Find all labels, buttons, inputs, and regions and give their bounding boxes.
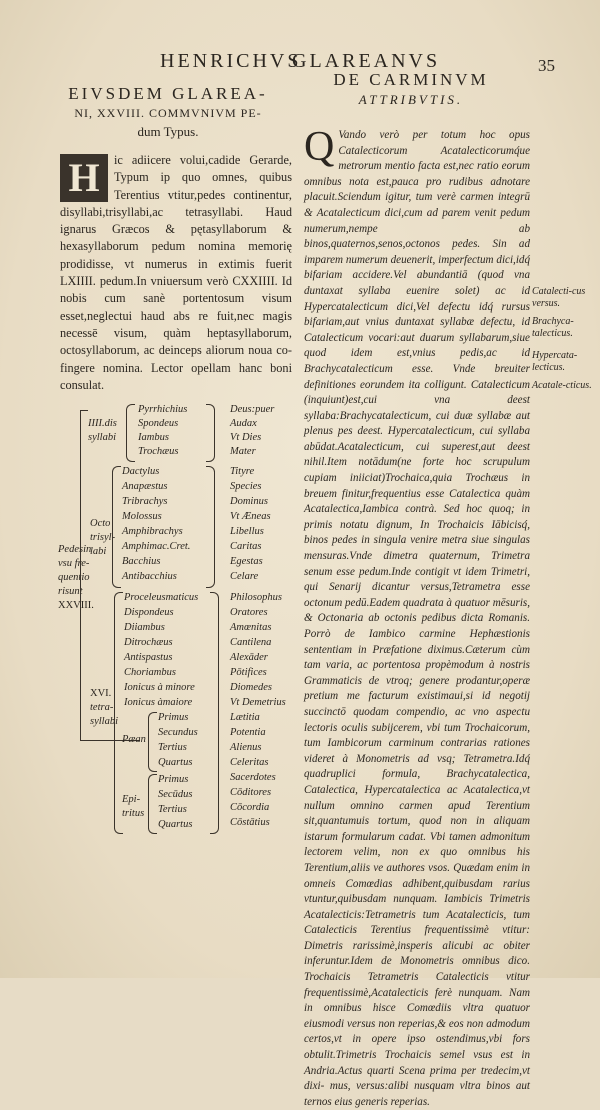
outer-brace-top <box>80 410 88 411</box>
example-word: Tityre <box>230 466 255 477</box>
example-word: Deus:puer <box>230 404 275 415</box>
paean-item: Primus <box>158 712 189 723</box>
group-xvi-label-a: XVI. <box>90 688 112 699</box>
left-paragraph-text: ic adiicere volui,cadide Gerarde, Typum ip quo omnes, quibus Terentius vtitur,pedes continentur, disyllabi,trisyllabi,ac tetrasyllabi. Haud ignarus Græcos & pętasyllaborum & hexasyllaborum pedum nomina memorię prodidisse, vt numerus in extimis fuerit LXIIII. pedum.In vniuersum verò CXXIIII. Id nobis cum sanè portentosum visum esset,neglectui haud abs re fuit,nec magis necessē visum, quàm heptasyllaborum, octosyllaborum, ac deinceps aliorum noua co- fingere nomina. Lector opellam hanc boni consulat. <box>60 153 292 392</box>
example-word: Libellus <box>230 526 264 537</box>
foot-item: Ditrochæus <box>124 637 173 648</box>
foot-item: Diiambus <box>124 622 165 633</box>
margin-note: Acatale-cticus. <box>532 380 592 391</box>
foot-item: Bacchius <box>122 556 161 567</box>
decorated-initial: H <box>60 154 108 202</box>
left-title-line3: dum Typus. <box>137 124 199 139</box>
group-octo-label-b: trisyl- <box>90 532 116 543</box>
outer-brace-line <box>80 410 81 740</box>
epitritus-item: Tertius <box>158 804 187 815</box>
foot-item: Antispastus <box>124 652 173 663</box>
group-octo-label-a: Octo <box>90 518 111 529</box>
example-word: Celare <box>230 571 259 582</box>
example-word: Potentia <box>230 727 266 738</box>
example-word: Vt Demetrius <box>230 697 286 708</box>
right-title-line1: DE CARMINVM <box>333 70 489 89</box>
example-word: Egestas <box>230 556 263 567</box>
foot-item: Tribrachys <box>122 496 168 507</box>
left-paragraph <box>60 152 292 394</box>
paean-item: Tertius <box>158 742 187 753</box>
epitritus-item: Quartus <box>158 819 193 830</box>
foot-item: Molossus <box>122 511 162 522</box>
example-word: Audax <box>230 418 257 429</box>
foot-item: Dactylus <box>122 466 160 477</box>
group-octo-label-c: labi <box>90 546 107 557</box>
brace-iiii <box>126 404 135 462</box>
epitritus-item: Secūdus <box>158 789 193 800</box>
example-word: Species <box>230 481 262 492</box>
epitritus-label-a: Epi- <box>122 794 141 805</box>
brace-xvi-right <box>210 592 219 834</box>
example-word: Dominus <box>230 496 268 507</box>
example-word: Vt Æneas <box>230 511 271 522</box>
page-number: 35 <box>538 56 555 75</box>
running-header-right: GLAREANVS <box>292 50 441 72</box>
example-word: Lætitia <box>230 712 260 723</box>
brace-octo-right <box>206 466 215 588</box>
foot-item: Dispondeus <box>124 607 174 618</box>
foot-item: Trochæus <box>138 446 179 457</box>
example-word: Vt Dies <box>230 432 262 443</box>
right-paragraph-text: Vando verò per totum hoc opus Catalecticorum Acatalecticorumq́ue metrorum mentio facta est,nec ratio eorum omnibus nota est,pauca pro rudibus adnotare placuit.Sciendum igitur, tum verè carmen integrū & Acatalecticum dici,cum ad parem venit pedum numerum,nempe ab binos,quaternos,senos,octonos pedes. Sin ad imparem numerum deuenerit, imperfectum dici,idq́ bifariam accidere.Vel abundantiā (quod vna duntaxat syllaba euenire solet) ac id Hypercatalecticum dici,Vel defectu idq́ rursus bifariam,aut vnius duntaxat syllabæ defectu, id Catalecticum vocari:aut duarum syllabarum,siue quod idem est,vnius pedis,ac id Brachycatalecticum esse. Vnde breuiter definitiones eorundem ita colligunt. Catalecticum (inquiunt)est,cui vna deest syllaba:Brachycatalecticum, cui duæ syllabæ aut plenus pes deest. Hypercatalecticum, cui syllaba abūdat.Acatalecticum, cui superest,aut deest nihil.Item notādum(ne forte hoc scrupulum cupiam iniiciat)Trochaica,quia Trochæus in breuem finitur,frequentius esse Catalectica quàm Acatalectica,Iambica contrà. Sed hoc quoq; in primis notatu dignum, In Trochaicis Iābicisq́, binos pedes in singula venire metra siue singulas mensuras.Vnde dimetra quaternum, Trimetra senum esse pedum.Inde contigit vt idem Trimetri, qui Senarij dicantur versus,Tetrametra esse octonum pedū.Eadem quadrata à quatuor mēsuris, & Octonaria ab octonis pedibus dicta Romanis. Porrò de Iambico carmine Hephæstionis sententiam in Præfatione diximus.Cæterum cùm tam varia, ac portentosa propèmodum à nostris Grammaticis de vtroq; genere prodantur,operæ pretium me facturum existimaui,si id negotij succinctō quodam compendio, ac vno aspectu lectoris oculis subijcerem, vbi tum Trochaicorum, tum Iambicorum carminum contrarias rationes videret à Monometris ad vsq; Tetrametra.Idq́ quadruplici formula, Brachycatalectica, Catalectica, Hypercatalectica ac Acatalectica,vt nullum omnino carmen apud Terentium sit,quantumuis tortum, quod non in aliquam istarum formularum cadat. Vbi tamen admonitum lectorem velim, non ex quo omnibus his Terentium,aliis ve authores vsos. Quædam enim in omneis Comœdias adhibent,quibusdam rarius vtuntur,quibusdam nunquam. Iambicis Trimetris Acatalecticis:Tetrametris tum Acatalecticis, tum Catalecticis Terentius frequentissimè vtitur: Dimetris rarissimè,insperis alicubi ac obiter inferuntur.Idem de Monometris omnibus dico. Trochaicis Tetrametris Catalecticis vtitur frequentissimè,Acatalecticis ferè nunquam. Nam in omnibus hisce Comœdiis vltra quatuor eiusmodi versus non reperias,& eos non admodum certos,vt in opere ipso ostendimus,vbi fors obtulit.Trimetris Trochaicis semel vsus est in Andria.Actus quarti Scena prima per tredecim,vt dixi- mus, versus:alibi nusquam vltra binos aut ternos eius generis reperias. <box>304 129 530 1108</box>
brace-octo <box>112 466 121 588</box>
right-paragraph <box>304 124 530 1110</box>
margin-note: Brachyca-talecticus. <box>532 316 574 339</box>
epitritus-label-b: tritus <box>122 808 145 819</box>
example-word: Cōditores <box>230 787 272 798</box>
side-label-line: Pedesin <box>58 544 92 555</box>
feet-table <box>58 404 292 844</box>
left-title-line1: EIVSDEM GLAREA- <box>68 84 268 103</box>
example-word: Celeritas <box>230 757 269 768</box>
foot-item: Proceleusmaticus <box>124 592 199 603</box>
margin-note: Hypercata-lecticus. <box>532 350 578 373</box>
paean-item: Quartus <box>158 757 193 768</box>
example-word: Cantilena <box>230 637 272 648</box>
example-word: Philosophus <box>230 592 282 603</box>
foot-item: Spondeus <box>138 418 179 429</box>
foot-item: Ionicus àmaiore <box>124 697 193 708</box>
paean-label: Pæan <box>122 734 146 745</box>
side-label-line: quentio <box>58 572 90 583</box>
initial-letter: Q <box>304 124 335 170</box>
foot-item: Anapæstus <box>122 481 168 492</box>
brace-epitritus <box>148 774 157 834</box>
example-word: Pōtifices <box>230 667 267 678</box>
group-xvi-label-c: syllabi <box>90 716 118 727</box>
side-label-line: XXVIII. <box>58 600 94 611</box>
group-iiii-label-b: syllabi <box>88 432 116 443</box>
left-title-line2: NI, XXVIII. COMMVNIVM PE- <box>74 106 262 120</box>
foot-item: Antibacchius <box>122 571 177 582</box>
side-label-line: risunt <box>58 586 83 597</box>
example-word: Alienus <box>230 742 262 753</box>
foot-item: Choriambus <box>124 667 176 678</box>
foot-item: Amphibrachys <box>122 526 183 537</box>
example-word: Amœnitas <box>230 622 272 633</box>
example-word: Caritas <box>230 541 262 552</box>
epitritus-item: Primus <box>158 774 189 785</box>
example-word: Mater <box>230 446 256 457</box>
foot-item: Iambus <box>138 432 169 443</box>
foot-item: Ionicus à minore <box>124 682 195 693</box>
example-word: Sacerdotes <box>230 772 276 783</box>
example-word: Cōcordia <box>230 802 270 813</box>
example-word: Oratores <box>230 607 268 618</box>
right-title-line2: ATTRIBVTIS. <box>358 92 464 107</box>
foot-item: Pyrrhichius <box>138 404 188 415</box>
foot-item: Amphimac.Cret. <box>122 541 191 552</box>
example-word: Alexāder <box>230 652 268 663</box>
margin-note: Catalecti-cus versus. <box>532 286 586 309</box>
example-word: Cōstātius <box>230 817 270 828</box>
running-header-left: HENRICHVS <box>160 50 302 72</box>
brace-iiii-right <box>206 404 215 462</box>
example-word: Diomedes <box>230 682 272 693</box>
group-xvi-label-b: tetra- <box>90 702 114 713</box>
side-label-line: vsu fre- <box>58 558 90 569</box>
group-iiii-label-a: IIII.dis <box>88 418 117 429</box>
brace-paean <box>148 712 157 772</box>
paean-item: Secundus <box>158 727 198 738</box>
